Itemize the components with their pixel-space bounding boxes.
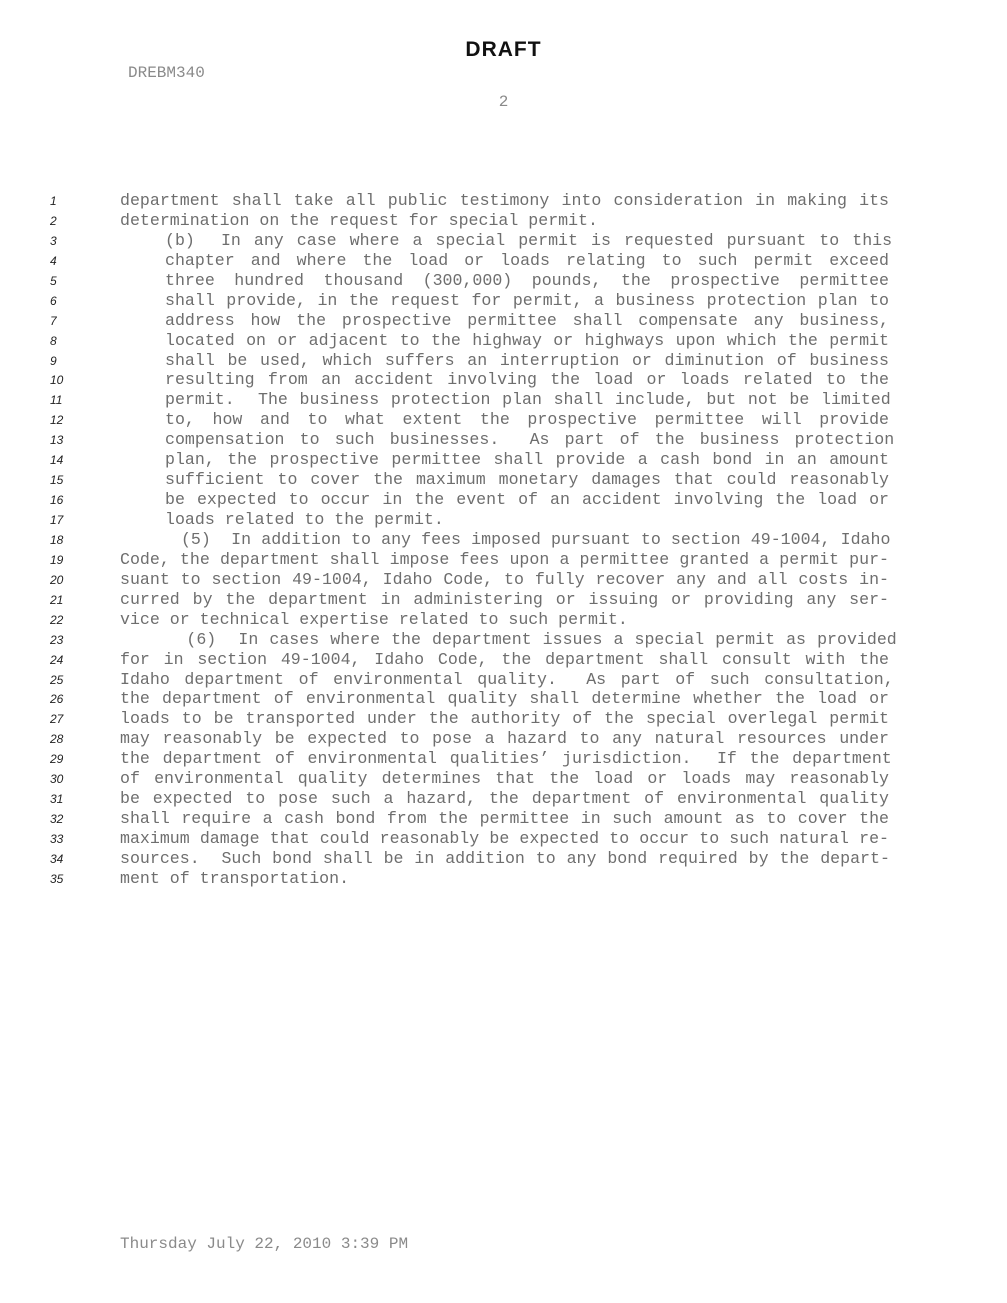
text-line [0, 570, 1007, 590]
line-text: sources. Such bond shall be in addition to any bond required by the depart- [120, 848, 890, 868]
line-text: may reasonably be expected to pose a hazard to any natural resources under [120, 729, 889, 749]
text-line [0, 729, 1007, 749]
text-line [0, 251, 1007, 271]
text-line [0, 630, 1007, 650]
line-text: located on or adjacent to the highway or highways upon which the permit [165, 330, 889, 350]
line-text: permit. The business protection plan shall include, but not be limited [165, 390, 891, 410]
text-line [0, 550, 1007, 570]
text-line [0, 749, 1007, 769]
page-number: 2 [498, 93, 509, 111]
line-text: the department of environmental qualities’ jurisdiction. If the department [120, 749, 892, 769]
text-line [0, 670, 1007, 690]
line-text: shall require a cash bond from the permittee in such amount as to cover the [120, 809, 889, 829]
line-text: determination on the request for special permit. [120, 210, 598, 230]
line-number: 17 [50, 513, 64, 527]
line-number: 24 [50, 652, 64, 667]
text-line [0, 271, 1007, 291]
line-number: 34 [50, 851, 64, 866]
text-line [0, 390, 1007, 410]
line-text: compensation to such businesses. As part of the business protection [165, 430, 895, 450]
footer-timestamp: Thursday July 22, 2010 3:39 PM [120, 1235, 409, 1253]
bill-text-body [0, 191, 1007, 889]
line-text: department shall take all public testimony into consideration in making its [120, 191, 889, 210]
line-text: for in section 49-1004, Idaho Code, the department shall consult with the [120, 649, 889, 669]
text-line [0, 370, 1007, 390]
text-line [0, 490, 1007, 510]
line-text: three hundred thousand (300,000) pounds, the prospective permittee [165, 270, 889, 290]
line-number: 10 [50, 373, 64, 388]
line-text: (5) In addition to any fees imposed pursuant to section 49-1004, Idaho [120, 529, 891, 549]
text-line [0, 430, 1007, 450]
line-number: 11 [50, 393, 63, 408]
line-text: to, how and to what extent the prospective permittee will provide [165, 410, 889, 430]
line-number: 26 [50, 692, 64, 707]
line-number: 8 [50, 333, 57, 348]
text-line [0, 331, 1007, 351]
line-number: 15 [50, 473, 64, 488]
line-text: sufficient to cover the maximum monetary damages that could reasonably [165, 470, 889, 490]
line-number: 6 [50, 293, 57, 308]
line-text: shall provide, in the request for permit, a business protection plan to [165, 290, 889, 310]
line-text: suant to section 49-1004, Idaho Code, to fully recover any and all costs in- [120, 569, 889, 589]
text-line [0, 590, 1007, 610]
text-line [0, 849, 1007, 869]
line-text: loads related to the permit. [165, 510, 444, 529]
document-id: DREBM340 [128, 64, 205, 82]
line-number: 19 [50, 552, 64, 567]
text-line [0, 829, 1007, 849]
line-text: curred by the department in administering or issuing or providing any ser- [120, 589, 889, 609]
text-line [0, 211, 1007, 231]
text-line [0, 311, 1007, 331]
line-number: 22 [50, 612, 64, 627]
line-text: Idaho department of environmental quality. As part of such consultation, [120, 669, 894, 689]
text-line [0, 689, 1007, 709]
line-text: loads to be transported under the authority of the special overlegal permit [120, 709, 889, 729]
line-number: 30 [50, 772, 64, 787]
line-number: 20 [50, 572, 64, 587]
line-number: 33 [50, 832, 64, 846]
line-number: 1 [50, 194, 57, 208]
line-number: 7 [50, 313, 57, 328]
text-line [0, 351, 1007, 371]
line-number: 18 [50, 532, 64, 547]
line-number: 25 [50, 672, 64, 687]
line-text: chapter and where the load or loads relating to such permit exceed [165, 250, 889, 270]
line-number: 9 [50, 353, 57, 368]
line-number: 21 [50, 592, 64, 607]
line-text: plan, the prospective permittee shall provide a cash bond in an amount [165, 450, 889, 470]
text-line [0, 530, 1007, 550]
line-text: maximum damage that could reasonably be expected to occur to such natural re- [120, 829, 889, 848]
line-text: (b) In any case where a special permit is requested pursuant to this [165, 230, 893, 250]
line-number: 29 [50, 752, 64, 767]
line-text: be expected to pose such a hazard, the department of environmental quality [120, 789, 889, 809]
text-line [0, 291, 1007, 311]
line-text: ment of transportation. [120, 868, 350, 888]
line-text: of environmental quality determines that the load or loads may reasonably [120, 769, 889, 789]
text-line [0, 709, 1007, 729]
line-number: 35 [50, 871, 64, 886]
text-line [0, 470, 1007, 490]
line-number: 4 [50, 253, 57, 268]
line-text: Code, the department shall impose fees upon a permittee granted a permit pur- [120, 549, 889, 569]
text-line [0, 789, 1007, 809]
line-number: 2 [50, 213, 57, 228]
line-number: 16 [50, 493, 64, 508]
text-line [0, 231, 1007, 251]
line-number: 28 [50, 732, 64, 747]
text-line [0, 191, 1007, 211]
line-number: 5 [50, 273, 57, 288]
line-number: 23 [50, 632, 64, 647]
text-line [0, 410, 1007, 430]
line-text: resulting from an accident involving the load or loads related to the [165, 370, 889, 390]
line-number: 31 [50, 792, 64, 807]
line-number: 32 [50, 812, 64, 827]
text-line [0, 650, 1007, 670]
line-number: 12 [50, 413, 64, 428]
text-line [0, 869, 1007, 889]
text-line [0, 769, 1007, 789]
line-number: 27 [50, 712, 64, 727]
text-line [0, 450, 1007, 470]
line-text: address how the prospective permittee shall compensate any business, [165, 310, 889, 330]
text-line [0, 610, 1007, 630]
line-number: 14 [50, 453, 64, 468]
line-number: 13 [50, 433, 64, 448]
text-line [0, 809, 1007, 829]
line-text: (6) In cases where the department issues a special permit as provided [120, 629, 897, 649]
line-text: the department of environmental quality shall determine whether the load or [120, 689, 889, 709]
text-line [0, 510, 1007, 530]
line-number: 3 [50, 233, 57, 248]
line-text: shall be used, which suffers an interruption or diminution of business [165, 350, 889, 370]
line-text: vice or technical expertise related to such permit. [120, 609, 628, 629]
line-text: be expected to occur in the event of an accident involving the load or [165, 490, 889, 510]
draft-label: DRAFT [465, 38, 542, 61]
